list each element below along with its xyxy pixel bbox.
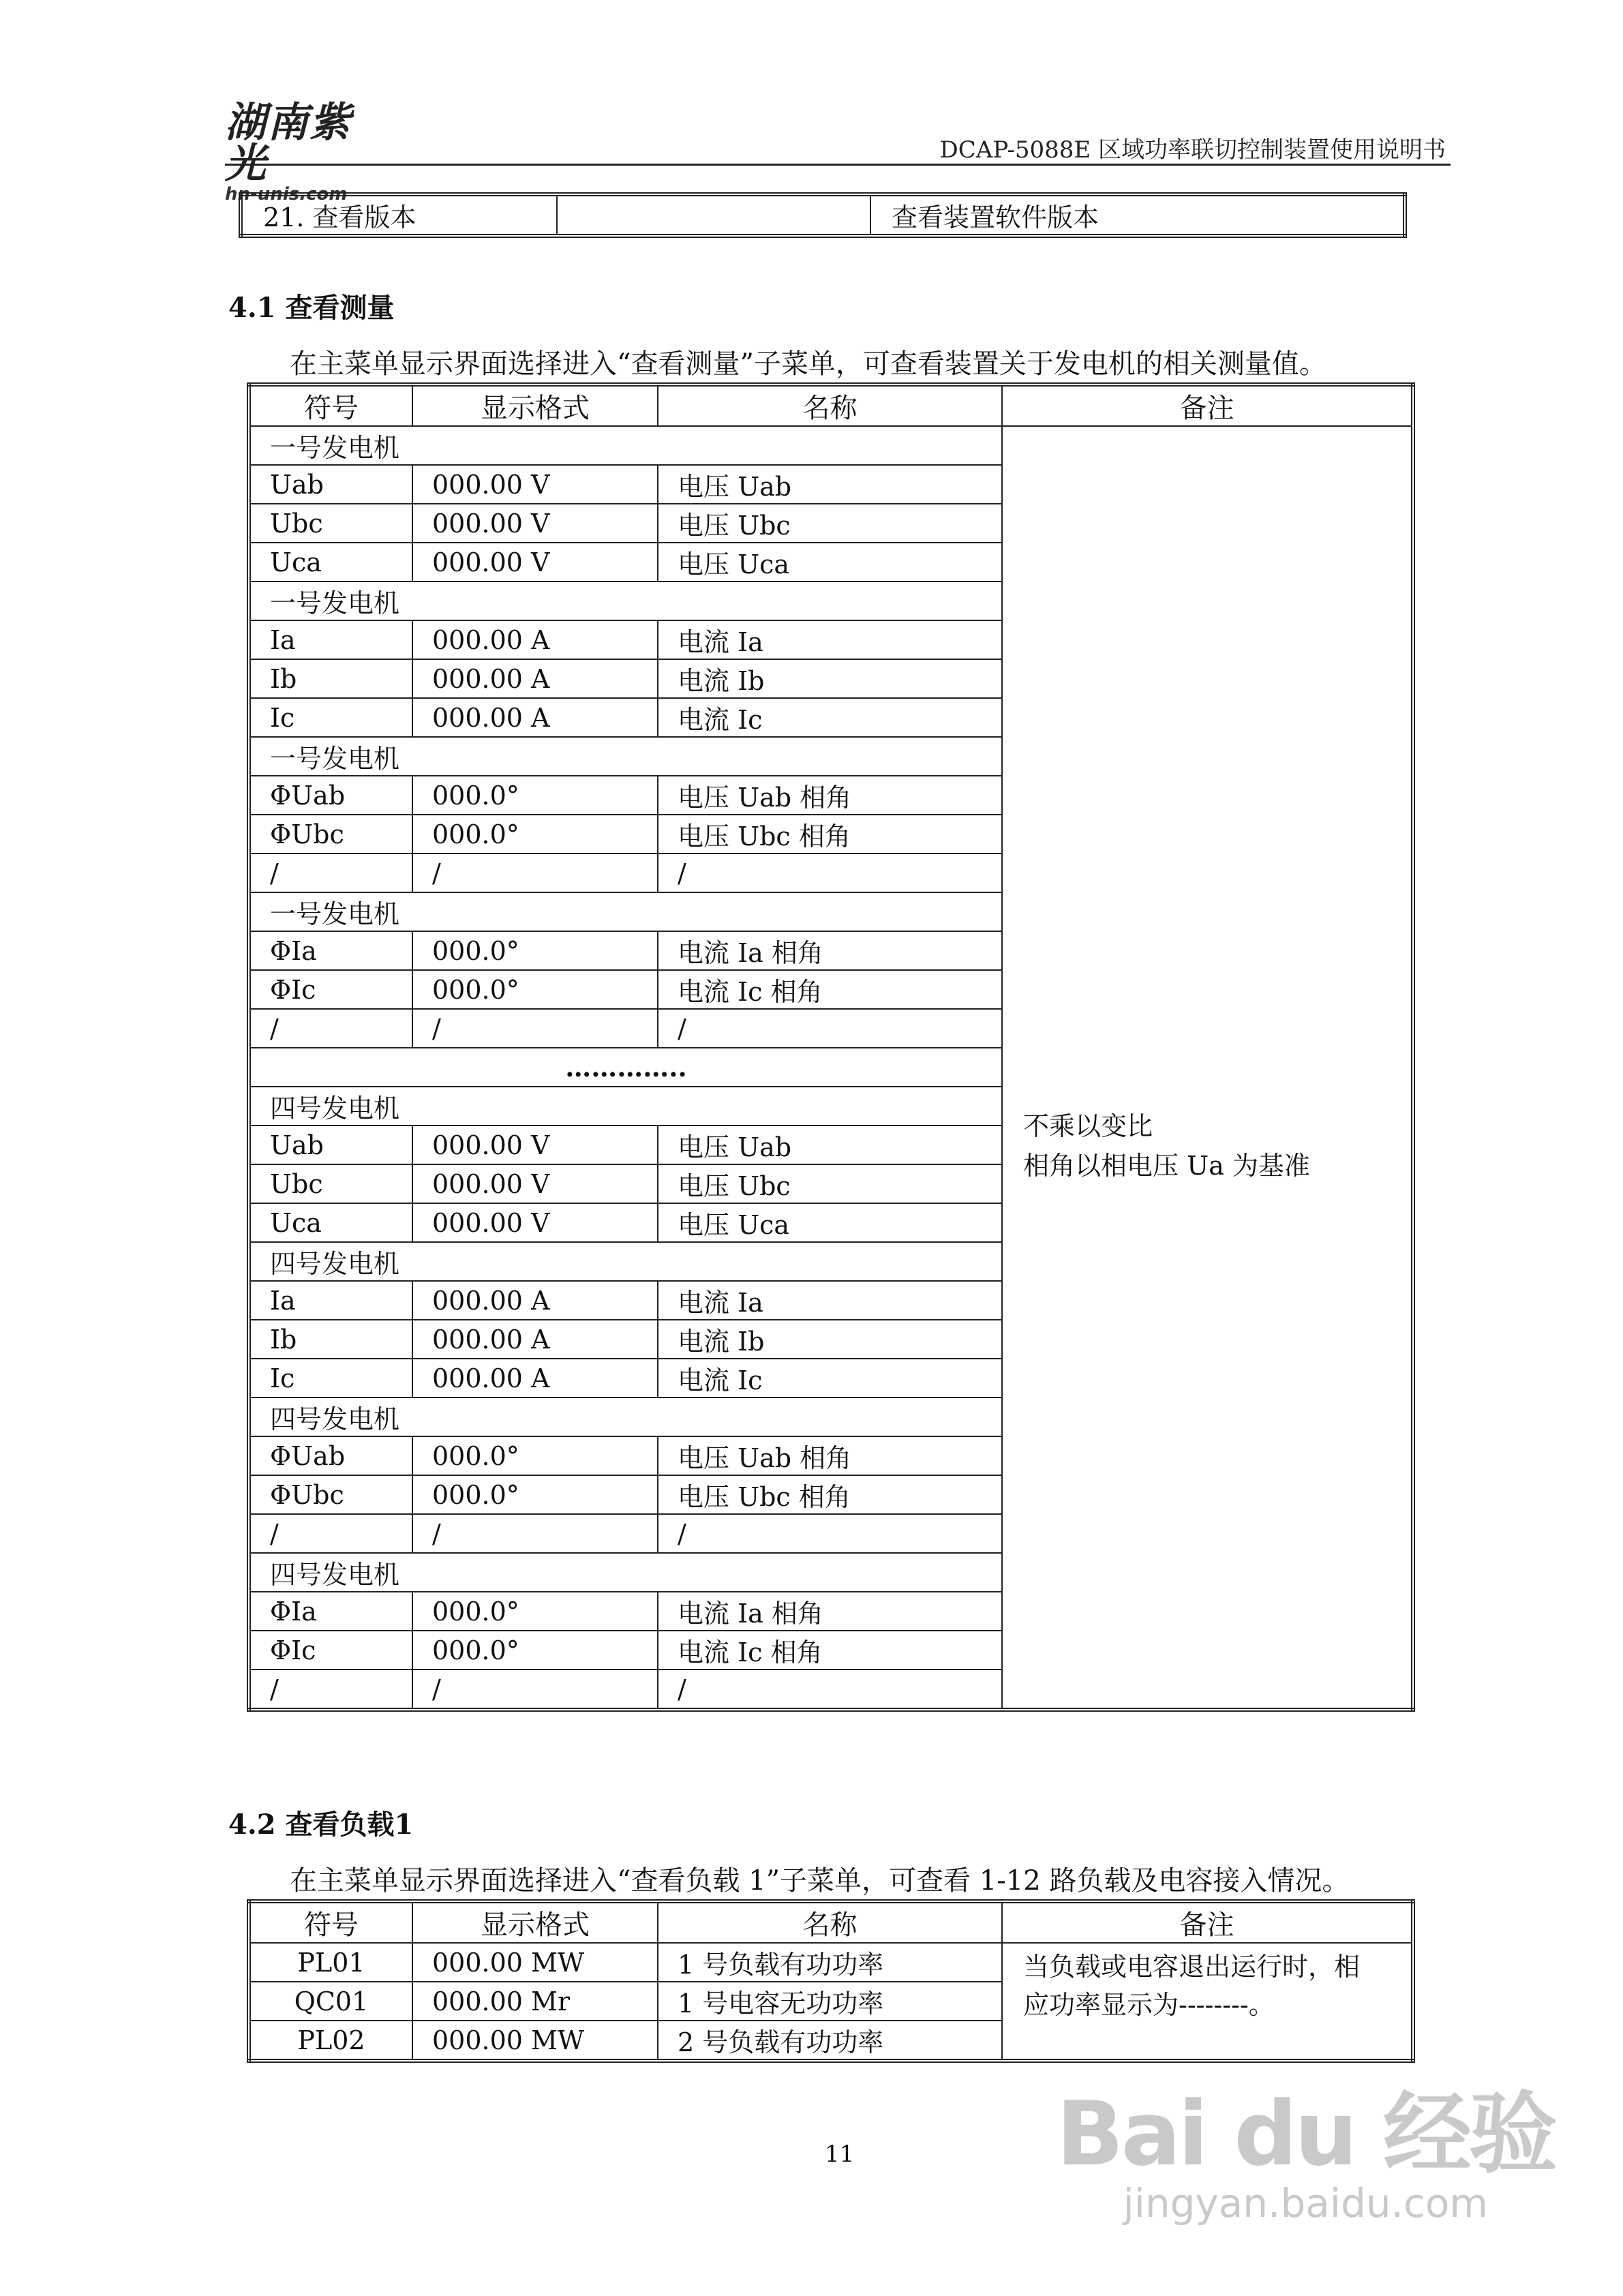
table-cell: /: [658, 1514, 1002, 1553]
section-intro: 在主菜单显示界面选择进入“查看负载 1”子菜单，可查看 1-12 路负载及电容接入情况。: [290, 1865, 1350, 1897]
table-cell: 000.0°: [412, 1436, 658, 1475]
table-cell: 21. 查看版本: [241, 194, 557, 236]
table-cell: 电压 Uca: [658, 1203, 1002, 1242]
table-cell: 000.0°: [412, 776, 658, 815]
group-label-cell: 一号发电机: [249, 737, 1002, 776]
column-header: 名称: [658, 384, 1002, 426]
section-heading: 4.1 查看测量: [228, 292, 395, 324]
table-cell: 000.0°: [412, 1475, 658, 1514]
table-cell: /: [249, 1514, 412, 1553]
table-cell: QC01: [249, 1982, 412, 2021]
table-cell: 000.00 A: [412, 1320, 658, 1359]
table-cell: 电压 Ubc 相角: [658, 815, 1002, 854]
column-header: 名称: [658, 1901, 1002, 1943]
table-cell: 查看装置软件版本: [870, 194, 1405, 236]
table-cell: 2 号负载有功功率: [658, 2021, 1002, 2061]
load-table: [247, 1899, 1415, 2063]
table-cell: 000.0°: [412, 970, 658, 1009]
table-cell: ΦUbc: [249, 815, 412, 854]
column-header: 备注: [1002, 1901, 1413, 1943]
table-cell: 电流 Ia: [658, 1281, 1002, 1320]
column-header: 符号: [249, 384, 412, 426]
table-cell: 000.00 A: [412, 1359, 658, 1398]
table-cell: /: [249, 854, 412, 892]
table-cell: 电压 Uab 相角: [658, 776, 1002, 815]
table-cell: Ic: [249, 698, 412, 737]
table-cell: 000.00 A: [412, 1281, 658, 1320]
table-cell: 电流 Ic: [658, 1359, 1002, 1398]
table-cell: 电压 Uab: [658, 465, 1002, 504]
page-number: 11: [825, 2141, 855, 2168]
group-label-cell: 四号发电机: [249, 1242, 1002, 1281]
table-cell: ΦUbc: [249, 1475, 412, 1514]
table-cell: /: [658, 1009, 1002, 1048]
section-heading: 4.2 查看负载1: [228, 1809, 414, 1841]
table-cell: 000.00 A: [412, 698, 658, 737]
table-cell: 000.00 V: [412, 1203, 658, 1242]
table-cell: 000.00 V: [412, 1164, 658, 1203]
remark-cell: 不乘以变比 相角以相电压 Ua 为基准: [1002, 426, 1413, 1710]
group-label-cell: 一号发电机: [249, 581, 1002, 620]
table-cell: 1 号负载有功功率: [658, 1943, 1002, 1982]
table-cell: 000.00 MW: [412, 1943, 658, 1982]
ellipsis-cell: …………..: [249, 1048, 1002, 1087]
table-cell: /: [658, 1670, 1002, 1710]
table-cell: ΦIc: [249, 1631, 412, 1670]
table-cell: PL02: [249, 2021, 412, 2061]
group-label-cell: 一号发电机: [249, 892, 1002, 931]
table-cell: Ic: [249, 1359, 412, 1398]
table-cell: PL01: [249, 1943, 412, 1982]
group-label-cell: 四号发电机: [249, 1398, 1002, 1436]
table-cell: /: [412, 854, 658, 892]
table-cell: 000.0°: [412, 815, 658, 854]
remark-cell: 当负载或电容退出运行时，相 应功率显示为--------。: [1002, 1943, 1413, 2061]
table-row: [241, 194, 1405, 236]
table-cell: 电流 Ic: [658, 698, 1002, 737]
logo-text: 湖南紫光: [225, 99, 352, 187]
table-cell: 电流 Ib: [658, 1320, 1002, 1359]
column-header: 符号: [249, 1901, 412, 1943]
section-intro: 在主菜单显示界面选择进入“查看测量”子菜单，可查看装置关于发电机的相关测量值。: [290, 348, 1326, 380]
logo-url: hn-unis.com: [225, 184, 348, 205]
table-cell: 000.00 Mr: [412, 1982, 658, 2021]
company-logo: [225, 99, 382, 205]
table-cell: /: [658, 854, 1002, 892]
table-cell: 电压 Uab: [658, 1126, 1002, 1164]
table-cell: 电压 Ubc 相角: [658, 1475, 1002, 1514]
document-title: DCAP-5088E 区域功率联切控制装置使用说明书: [939, 136, 1446, 164]
table-cell: 000.0°: [412, 1592, 658, 1631]
table-cell: [557, 194, 870, 236]
table-cell: 000.0°: [412, 931, 658, 970]
table-cell: 电压 Ubc: [658, 1164, 1002, 1203]
header-divider: [225, 164, 1451, 166]
watermark-url: jingyan.baidu.com: [1123, 2180, 1488, 2226]
table-cell: 电流 Ic 相角: [658, 970, 1002, 1009]
baidu-watermark: [1056, 2082, 1556, 2226]
table-cell: ΦIa: [249, 1592, 412, 1631]
table-cell: 000.00 A: [412, 659, 658, 698]
table-cell: 电压 Uca: [658, 543, 1002, 581]
table-cell: Ubc: [249, 504, 412, 543]
table-cell: ΦIa: [249, 931, 412, 970]
table-cell: Uca: [249, 1203, 412, 1242]
table-cell: 电流 Ic 相角: [658, 1631, 1002, 1670]
table-cell: 000.00 V: [412, 504, 658, 543]
group-label-cell: 一号发电机: [249, 426, 1002, 465]
table-cell: Ib: [249, 1320, 412, 1359]
table-cell: 000.00 V: [412, 543, 658, 581]
table-cell: /: [249, 1670, 412, 1710]
table-cell: /: [412, 1009, 658, 1048]
table-row: [249, 426, 1413, 465]
table-cell: Uab: [249, 1126, 412, 1164]
top-table: [239, 192, 1407, 238]
table-cell: 000.00 MW: [412, 2021, 658, 2061]
table-cell: Ubc: [249, 1164, 412, 1203]
table-cell: Uca: [249, 543, 412, 581]
column-header: 备注: [1002, 384, 1413, 426]
table-cell: 电流 Ia: [658, 620, 1002, 659]
table-cell: /: [412, 1670, 658, 1710]
table-cell: 000.0°: [412, 1631, 658, 1670]
table-cell: /: [249, 1009, 412, 1048]
table-cell: Ib: [249, 659, 412, 698]
table-cell: 电流 Ib: [658, 659, 1002, 698]
column-header: 显示格式: [412, 384, 658, 426]
watermark-main: Bai du 经验: [1056, 2082, 1555, 2186]
table-cell: 000.00 V: [412, 465, 658, 504]
table-cell: 电流 Ia 相角: [658, 931, 1002, 970]
table-cell: Ia: [249, 1281, 412, 1320]
table-cell: 000.00 A: [412, 620, 658, 659]
table-cell: 电流 Ia 相角: [658, 1592, 1002, 1631]
group-label-cell: 四号发电机: [249, 1553, 1002, 1592]
table-cell: Ia: [249, 620, 412, 659]
table-row: [249, 1943, 1413, 1982]
table-cell: 电压 Uab 相角: [658, 1436, 1002, 1475]
group-label-cell: 四号发电机: [249, 1087, 1002, 1126]
table-cell: 000.00 V: [412, 1126, 658, 1164]
table-header-row: [249, 384, 1413, 426]
measurement-table: [247, 382, 1415, 1712]
table-cell: 1 号电容无功功率: [658, 1982, 1002, 2021]
table-cell: ΦUab: [249, 776, 412, 815]
table-cell: Uab: [249, 465, 412, 504]
table-cell: 电压 Ubc: [658, 504, 1002, 543]
table-cell: /: [412, 1514, 658, 1553]
table-cell: ΦUab: [249, 1436, 412, 1475]
table-header-row: [249, 1901, 1413, 1943]
column-header: 显示格式: [412, 1901, 658, 1943]
table-cell: ΦIc: [249, 970, 412, 1009]
